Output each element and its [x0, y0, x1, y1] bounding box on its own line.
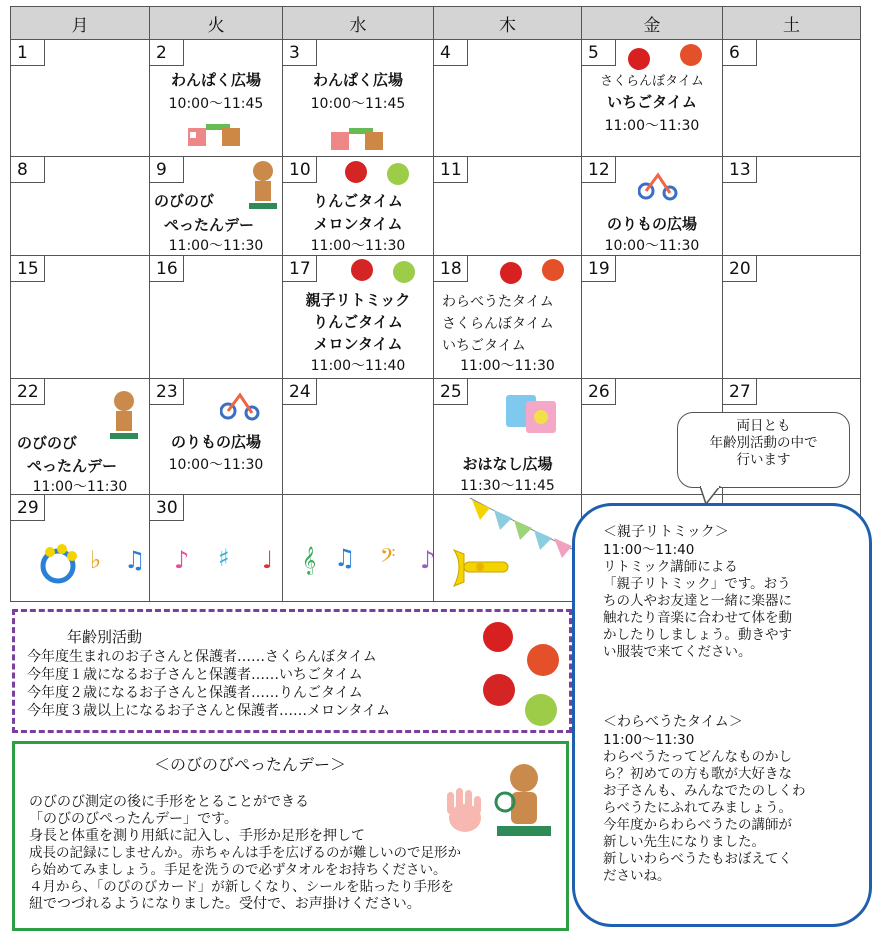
event-title: わんぱく広場	[170, 71, 261, 89]
melon-icon	[525, 694, 557, 726]
event-title: のりもの広場	[606, 215, 697, 233]
date-number: 20	[723, 256, 757, 282]
event-title: いちごタイム	[607, 93, 697, 111]
nobinobi-line: ら始めてみましょう。手足を洗うので必ずタオルをお持ちください。	[29, 862, 447, 878]
nobinobi-line: 「のびのびぺったんデー」です。	[29, 811, 238, 827]
event-time: 10:00～11:45	[310, 96, 406, 112]
nobinobi-line: 身長と体重を測り用紙に記入し、手形か足形を押して	[29, 828, 365, 844]
age-activity-box	[12, 609, 572, 733]
event-title: 親子リトミック	[305, 291, 411, 309]
strawberry-icon	[542, 259, 564, 281]
warabe-line: ださいね。	[603, 868, 671, 884]
event-time: 11:00～11:30	[604, 118, 700, 134]
date-number: 19	[582, 256, 616, 282]
date-number: 12	[582, 157, 616, 183]
warabe-line: 新しいわらべうたもおぼえてく	[603, 851, 792, 867]
cell-5	[582, 40, 723, 157]
hand-icon	[437, 786, 491, 834]
event-time: 11:00～11:30	[32, 479, 128, 495]
beamed-notes-icon: ♫	[124, 546, 146, 574]
event-time: 11:00～11:30	[310, 238, 406, 254]
cell-6	[723, 40, 861, 157]
date-number: 13	[723, 157, 757, 183]
event-title: いちごタイム	[442, 338, 526, 354]
melon-icon	[387, 163, 409, 185]
date-number: 16	[150, 256, 184, 282]
day-thu: 木	[434, 7, 582, 40]
date-number: 15	[11, 256, 45, 282]
date-number: 23	[150, 379, 184, 405]
date-number: 25	[434, 379, 468, 405]
day-mon: 月	[11, 7, 150, 40]
warabe-line: らべうたにふれてみましょう。	[603, 800, 792, 816]
warabe-title: ＜わらべうたタイム＞	[603, 714, 743, 730]
event-time: 10:00～11:30	[168, 457, 264, 473]
ritmic-title: ＜親子リトミック＞	[603, 524, 729, 540]
sharp-icon: ♯	[218, 544, 230, 572]
event-title: りんごタイム	[313, 192, 403, 210]
date-number: 6	[723, 40, 757, 66]
cell-15	[11, 256, 150, 379]
ritmic-time: 11:00～11:40	[603, 542, 695, 558]
cell-10	[283, 157, 434, 256]
beamed-notes-icon: ♫	[334, 544, 356, 572]
event-time: 10:00～11:30	[604, 238, 700, 254]
warabe-line: お子さんも、みんなでたのしくわ	[603, 783, 806, 799]
age-activity-line: 今年度１歳になるお子さんと保護者……いちごタイム	[27, 667, 363, 683]
melon-icon	[393, 261, 415, 283]
note-icon: ♪	[174, 546, 190, 574]
date-number: 29	[11, 495, 45, 521]
date-number: 27	[723, 379, 757, 405]
strawberry-icon	[527, 644, 559, 676]
event-time: 10:00～11:45	[168, 96, 264, 112]
date-number: 10	[283, 157, 317, 183]
speech-bubble	[677, 412, 850, 488]
ritmic-line: 「親子リトミック」です。おう	[603, 576, 791, 592]
date-number: 4	[434, 40, 468, 66]
info-box	[572, 503, 872, 927]
nobinobi-line: 紐でつづれるようになりました。受付で、お声掛けください。	[29, 896, 421, 912]
cell-1	[11, 40, 150, 157]
date-number: 18	[434, 256, 468, 282]
flat-icon: ♭	[90, 546, 102, 574]
date-number: 8	[11, 157, 45, 183]
warabe-time: 11:00～11:30	[603, 732, 695, 748]
age-activity-line: 今年度２歳になるお子さんと保護者……りんごタイム	[27, 685, 363, 701]
cell-9	[150, 157, 283, 256]
ritmic-line: リトミック講師による	[603, 559, 738, 575]
bear-scale-icon	[493, 762, 555, 842]
date-number: 22	[11, 379, 45, 405]
event-title: ぺったんデー	[164, 216, 255, 234]
bass-clef-icon: 𝄢	[380, 544, 396, 572]
cell-11	[434, 157, 582, 256]
treble-clef-icon: 𝄞	[302, 546, 317, 574]
day-sat: 土	[723, 7, 861, 40]
apple-icon	[483, 674, 515, 706]
cell-17	[283, 256, 434, 379]
cell-2	[150, 40, 283, 157]
event-title: ぺったんデー	[27, 457, 118, 475]
day-fri: 金	[582, 7, 723, 40]
apple-icon	[351, 259, 373, 281]
ritmic-line: かしたりしましょう。動きやす	[603, 627, 792, 643]
cell-23	[150, 379, 283, 495]
event-title: のびのび	[154, 192, 215, 210]
note-icon: ♪	[420, 546, 436, 574]
day-wed: 水	[283, 7, 434, 40]
tricycle-icon	[638, 165, 678, 201]
bubble-line: 両日とも	[736, 418, 791, 434]
cell-22	[11, 379, 150, 495]
event-title: さくらんぼタイム	[600, 74, 704, 89]
strawberry-icon	[680, 44, 702, 66]
event-title: りんごタイム	[313, 313, 403, 331]
cell-24	[283, 379, 434, 495]
ritmic-line: い服装で来てください。	[603, 644, 752, 660]
nobinobi-box	[12, 741, 569, 931]
cell-20	[723, 256, 861, 379]
event-title: おはなし広場	[462, 455, 553, 473]
event-title: わんぱく広場	[312, 71, 403, 89]
date-number: 26	[582, 379, 616, 405]
picture-book-icon	[504, 391, 560, 435]
date-number: 17	[283, 256, 317, 282]
warabe-line: わらべうたってどんなものかし	[603, 749, 792, 765]
warabe-line: 新しい先生になりました。	[603, 834, 765, 850]
age-activity-line: 今年度生まれのお子さんと保護者……さくらんぼタイム	[27, 649, 377, 665]
cell-13	[723, 157, 861, 256]
event-title: さくらんぼタイム	[442, 316, 554, 332]
cell-4	[434, 40, 582, 157]
date-number: 24	[283, 379, 317, 405]
cell-16	[150, 256, 283, 379]
warabe-line: 今年度からわらべうたの講師が	[603, 817, 792, 833]
climbing-frame-icon	[186, 120, 242, 148]
event-time: 11:00～11:30	[168, 238, 264, 254]
cherry-icon	[483, 622, 513, 652]
age-activity-line: 今年度３歳以上になるお子さんと保護者……メロンタイム	[27, 703, 391, 719]
climbing-frame-icon	[329, 124, 385, 152]
cell-19	[582, 256, 723, 379]
date-number: 30	[150, 495, 184, 521]
nobinobi-title: ＜のびのびぺったんデー＞	[153, 755, 346, 774]
tambourine-icon	[38, 544, 78, 584]
nobinobi-line: ４月から、「のびのびカード」が新しくなり、シールを貼ったり手形を	[29, 879, 454, 895]
weekday-header	[11, 7, 861, 40]
cell-12	[582, 157, 723, 256]
cell-18	[434, 256, 582, 379]
bunting-flags-icon	[468, 496, 576, 560]
nobinobi-line: のびのび測定の後に手形をとることができる	[29, 794, 309, 810]
event-title: メロンタイム	[313, 335, 403, 353]
bubble-line: 行います	[736, 452, 791, 468]
day-tue: 火	[150, 7, 283, 40]
event-time: 11:30～11:45	[460, 478, 555, 494]
event-time: 11:00～11:30	[460, 358, 555, 374]
nobinobi-line: 成長の記録にしませんか。赤ちゃんは手を広げるのが難しいので足形か	[29, 845, 461, 861]
warabe-line: ら？初めての方も歌が大好きな	[603, 766, 792, 782]
cherry-icon	[500, 262, 522, 284]
date-number: 5	[582, 40, 616, 66]
ritmic-line: ちの人やお友達と一緒に楽器に	[603, 593, 792, 609]
event-title: のびのび	[17, 434, 78, 452]
age-activity-title: 年齢別活動	[67, 628, 143, 646]
quarter-note-icon: ♩	[262, 546, 274, 574]
date-number: 1	[11, 40, 45, 66]
bubble-line: 年齢別活動の中で	[709, 435, 818, 451]
ritmic-line: 触れたり音楽に合わせて体を動	[603, 610, 792, 626]
event-title: メロンタイム	[313, 215, 403, 233]
cell-3	[283, 40, 434, 157]
event-time: 11:00～11:40	[310, 358, 406, 374]
apple-icon	[345, 161, 367, 183]
date-number: 3	[283, 40, 317, 66]
event-title: わらべうたタイム	[442, 294, 554, 310]
cell-25	[434, 379, 582, 495]
tricycle-icon	[220, 385, 260, 421]
cell-8	[11, 157, 150, 256]
cherry-icon	[628, 48, 650, 70]
event-title: のりもの広場	[170, 433, 261, 451]
date-number: 2	[150, 40, 184, 66]
date-number: 9	[150, 157, 184, 183]
date-number: 11	[434, 157, 468, 183]
